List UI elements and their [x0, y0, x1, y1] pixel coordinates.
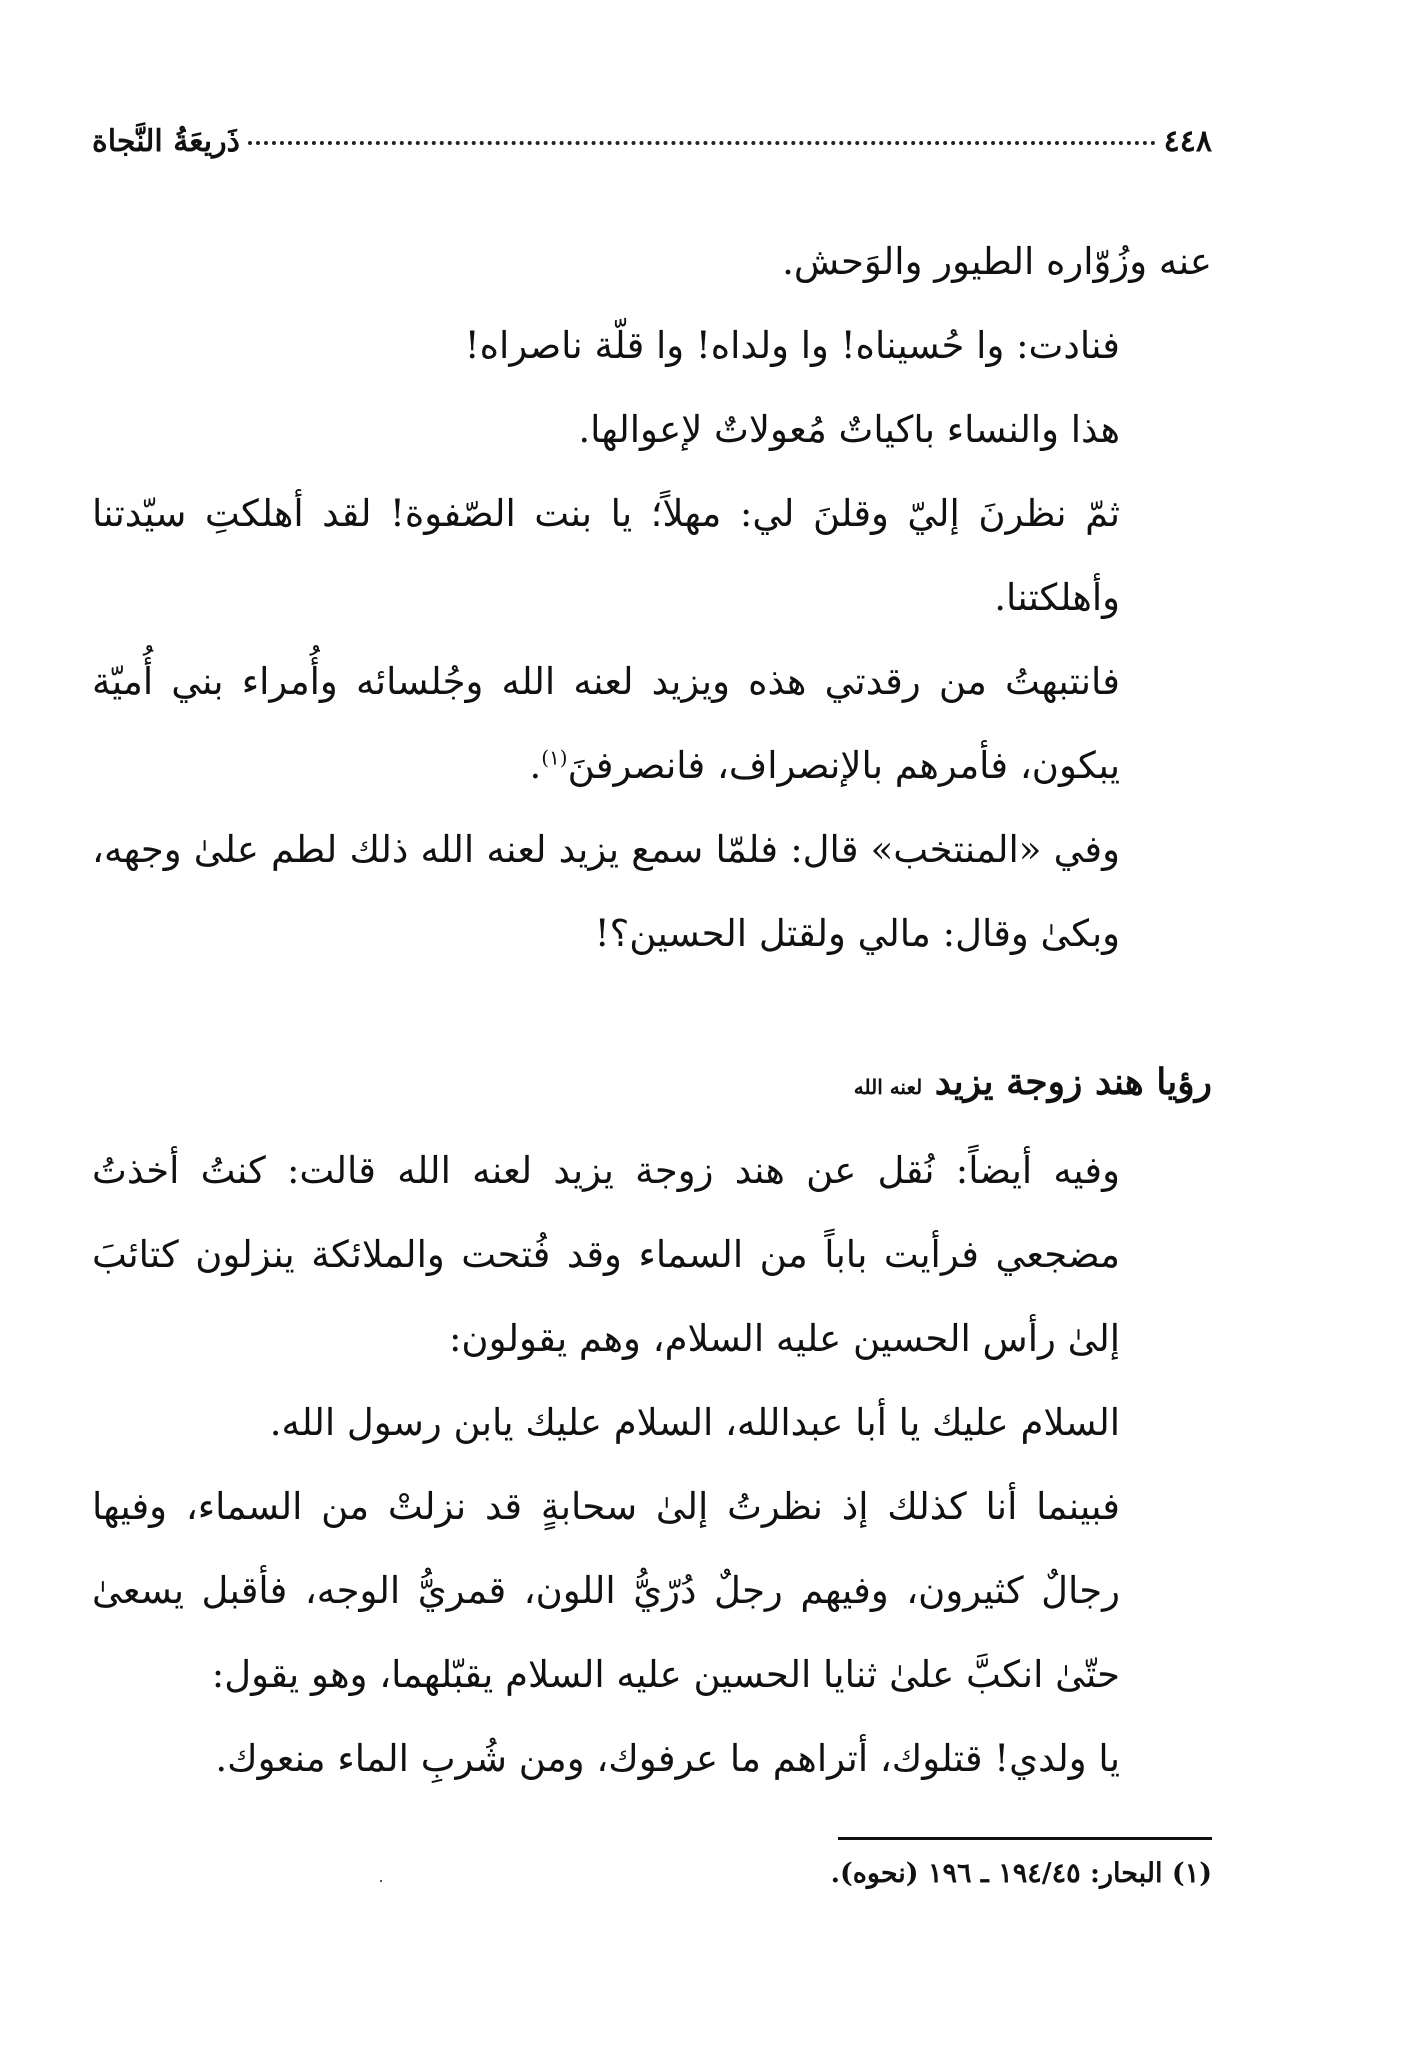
footnote-separator — [838, 1837, 1212, 1840]
paragraph: فنادت: وا حُسيناه! وا ولداه! وا قلّة ناصراه! — [464, 324, 1120, 367]
paragraph: هذا والنساء باكياتٌ مُعولاتٌ لإعوالها. — [578, 408, 1120, 451]
paragraph: وفي «المنتخب» قال: فلمّا سمع يزيد لعنه الله ذلك لطم علىٰ وجهه، وبكىٰ وقال: مالي ولقتل الحسين؟! — [92, 828, 1120, 955]
running-header — [92, 124, 1212, 159]
paragraph: السلام عليك يا أبا عبدالله، السلام عليك يابن رسول الله. — [269, 1401, 1120, 1444]
paragraph: وفيه أيضاً: نُقل عن هند زوجة يزيد لعنه الله قالت: كنتُ أخذتُ مضجعي فرأيت باباً من السماء وقد فُتحت والملائكة ينزلون كتائبَ إلىٰ رأس الحسين عليه السلام، وهم يقولون: — [92, 1149, 1120, 1360]
paragraph: ثمّ نظرنَ إليّ وقلنَ لي: مهلاً؛ يا بنت الصّفوة! لقد أهلكتِ سيّدتنا وأهلكتنا. — [92, 492, 1120, 619]
paragraph: يا ولدي! قتلوك، أتراهم ما عرفوك، ومن شُربِ الماء منعوك. — [215, 1737, 1120, 1780]
paragraph: عنه وزُوّاره الطيور والوَحش. — [782, 240, 1212, 283]
section-heading: رؤيا هند زوجة يزيد لعنه الله — [853, 1061, 1212, 1103]
scan-speck — [380, 1880, 382, 1882]
header-dot-leader — [248, 141, 1156, 145]
page-number: ٤٤٨ — [1163, 124, 1212, 159]
paragraph: فبينما أنا كذلك إذ نظرتُ إلىٰ سحابةٍ قد نزلتْ من السماء، وفيها رجالٌ كثيرون، وفيهم رجلٌ دُرّيُّ اللون، قمريُّ الوجه، فأقبل يسعىٰ حتّىٰ انكبَّ علىٰ ثنايا الحسين عليه السلام يقبّلهما، وهو يقول: — [92, 1485, 1120, 1696]
book-title: ذَريعَةُ النَّجاة — [92, 124, 240, 159]
footnote: (١) البحار: ١٩٤/٤٥ ـ ١٩٦ (نحوه). — [830, 1858, 1212, 1889]
paragraph: فانتبهتُ من رقدتي هذه ويزيد لعنه الله وجُلسائه وأُمراء بني أُميّة يبكون، فأمرهم بالإنصراف، فانصرفنَ$^{(١)}$. — [92, 660, 1120, 787]
footnote-marker[interactable]: (١) — [541, 745, 568, 770]
page-body — [92, 220, 1212, 1801]
